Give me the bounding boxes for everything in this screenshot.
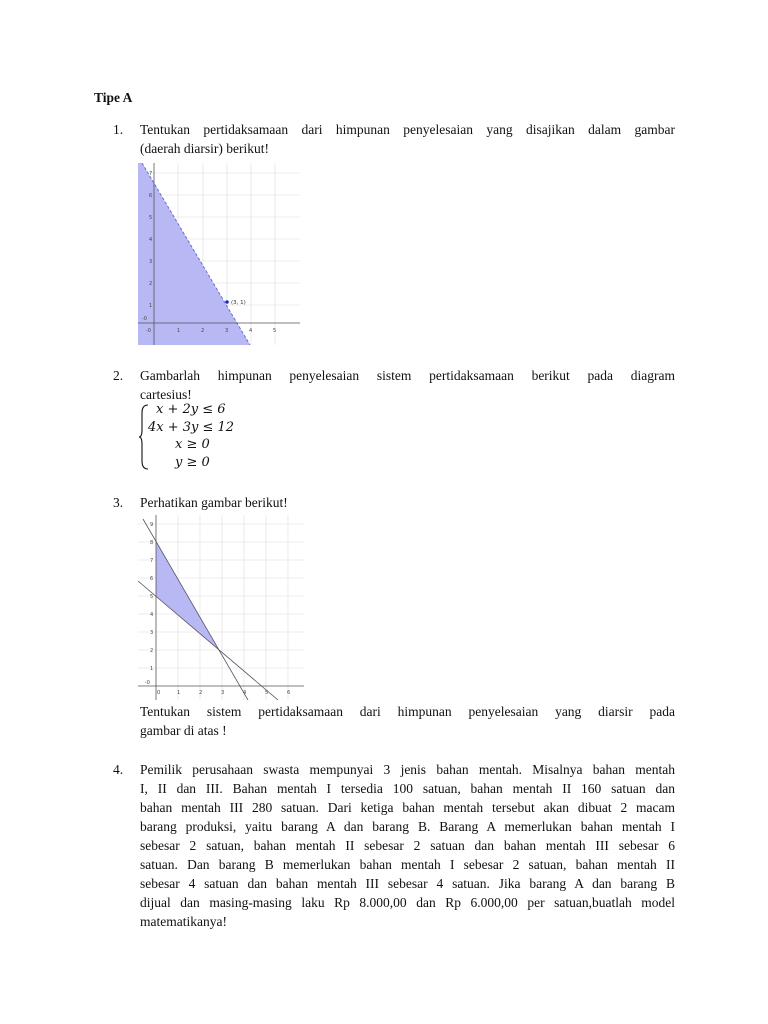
q1-number: 1. [113, 122, 124, 137]
q3-y-tick: 2 [150, 648, 154, 654]
q3-line-b [143, 519, 248, 700]
q1-x-tick: 1 [177, 328, 181, 334]
q4-line-3: bahan mentah III 280 satuan. Dari ketiga bahan mentah tersebut akan dibuat 2 macam [140, 800, 675, 815]
q1-y-tick: 5 [149, 215, 153, 221]
q4-number: 4. [113, 762, 124, 777]
q1-y-tick: -0 [142, 316, 147, 322]
q2-ineq-2: 4x + 3y ≤ 12 [148, 420, 235, 435]
q3-x-tick: 2 [199, 690, 203, 696]
q2-ineq-4: y ≥ 0 [175, 455, 210, 470]
section-heading: Tipe A [94, 90, 133, 105]
q4-line-6: satuan. Dan barang B memerlukan bahan mentah I sebesar 2 satuan, bahan mentah II [140, 857, 675, 872]
q3-intro: Perhatikan gambar berikut! [140, 495, 288, 510]
q3-y-tick: 5 [150, 594, 154, 600]
q2-line-1: Gambarlah himpunan penyelesaian sistem pertidaksamaan berikut pada diagram [140, 368, 675, 383]
q3-y-tick: -0 [145, 680, 150, 686]
q1-x-tick: 3 [225, 328, 229, 334]
q3-y-tick: 4 [150, 612, 154, 618]
q1-y-tick: 1 [149, 303, 153, 309]
q4-line-7: sebesar 4 satuan dan bahan mentah III sebesar 4 satuan. Jika barang A dan barang B [140, 876, 675, 891]
q1-line-2: (daerah diarsir) berikut! [140, 141, 269, 156]
q4-line-1: Pemilik perusahaan swasta mempunyai 3 jenis bahan mentah. Misalnya bahan mentah [140, 762, 675, 777]
q3-x-tick: 4 [243, 690, 247, 696]
q3-graph [138, 515, 304, 700]
q1-y-tick: 7 [149, 171, 153, 177]
q3-follow-line-2: gambar di atas ! [140, 723, 227, 738]
q4-line-9: matematikanya! [140, 914, 227, 929]
q1-point-label: (3, 1) [231, 300, 246, 306]
q1-x-tick: -0 [146, 328, 151, 334]
q3-x-tick: 0 [157, 690, 161, 696]
q3-x-tick: 6 [287, 690, 291, 696]
q3-line-a [138, 581, 278, 700]
q2-ineq-1: x + 2y ≤ 6 [156, 402, 226, 417]
q2-ineq-3: x ≥ 0 [175, 437, 210, 452]
q3-y-tick: 3 [150, 630, 154, 636]
q1-shaded-region [138, 163, 253, 345]
q3-x-tick: 3 [221, 690, 225, 696]
q1-y-tick: 2 [149, 281, 153, 287]
q3-y-tick: 6 [150, 576, 154, 582]
q3-y-tick: 1 [150, 666, 154, 672]
q1-x-tick: 2 [201, 328, 205, 334]
q2-system-brace [138, 403, 150, 471]
q2-number: 2. [113, 368, 124, 383]
q2-line-2: cartesius! [140, 387, 192, 402]
q4-line-8: dijual dan masing-masing laku Rp 8.000,00 dan Rp 6.000,00 per satuan,buatlah model [140, 895, 675, 910]
q1-point-marker [225, 300, 229, 304]
q1-x-tick: 4 [249, 328, 253, 334]
q4-line-4: barang produksi, yaitu barang A dan barang B. Barang A memerlukan bahan mentah I [140, 819, 675, 834]
q1-x-tick: 5 [273, 328, 277, 334]
q4-line-2: I, II dan III. Bahan mentah I tersedia 100 satuan, bahan mentah II 160 satuan dan [140, 781, 675, 796]
q1-y-tick: 6 [149, 193, 153, 199]
q4-line-5: sebesar 2 satuan, bahan mentah II sebesar 2 satuan dan bahan mentah III sebesar 6 [140, 838, 675, 853]
q1-y-tick: 4 [149, 237, 153, 243]
q3-y-tick: 7 [150, 558, 154, 564]
q3-follow-line-1: Tentukan sistem pertidaksamaan dari himpunan penyelesaian yang diarsir pada [140, 704, 675, 719]
q1-line-1: Tentukan pertidaksamaan dari himpunan penyelesaian yang disajikan dalam gambar [140, 122, 675, 137]
q1-y-tick: 3 [149, 259, 153, 265]
q3-grid [138, 515, 304, 700]
q3-x-tick: 1 [177, 690, 181, 696]
q3-y-tick: 8 [150, 540, 154, 546]
q3-x-tick: 5 [265, 690, 269, 696]
q3-number: 3. [113, 495, 124, 510]
q3-y-tick: 9 [150, 522, 154, 528]
q1-graph [138, 163, 300, 345]
